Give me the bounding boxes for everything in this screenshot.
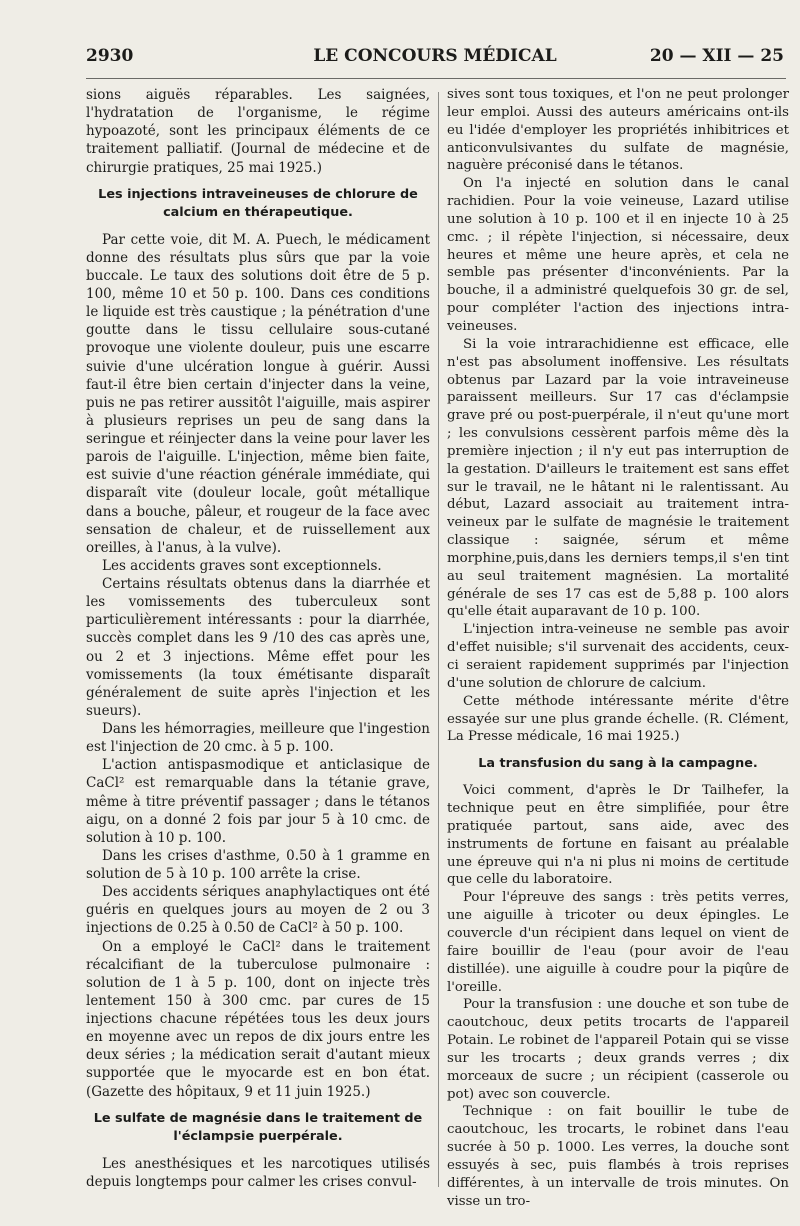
paragraph: Voici comment, d'après le Dr Tailhefer, la technique peut en être simplifiée, pour être pratiquée partout, sans aide, avec des instruments de fortune en faisant au préalable une épreuve qui n'a ni plus ni moins de certitude que celle du laboratoire.	[447, 783, 789, 888]
paragraph: Dans les hémorragies, meilleure que l'ingestion est l'injection de 20 cmc. à 5 p. 100.	[86, 721, 430, 756]
section-heading: Le sulfate de magnésie dans le traitement de l'éclampsie puerpérale.	[93, 1110, 423, 1144]
issue-date: 20 — XII — 25	[649, 46, 784, 66]
paragraph: Certains résultats obtenus dans la diarrhée et les vomissements des tuberculeux sont particulièrement intéressants : pour la diarrhée, succès complet dans les 9 /10 des cas après une, ou 2 et 3 injections. Même effet pour les vomissements (la toux émétisante disparaît généralement de suite après l'injection et les sueurs).	[86, 576, 430, 719]
paragraph: sives sont tous toxiques, et l'on ne peut prolonger leur emploi. Aussi des auteurs américains ont-ils eu l'idée d'employer les propriétés inhibitrices et anticonvulsivantes du sulfate de magnésie, naguère préconisé dans le tétanos.	[447, 87, 789, 174]
paragraph: Les anesthésiques et les narcotiques utilisés depuis longtemps pour calmer les crises convul-	[86, 1155, 430, 1190]
running-header	[86, 46, 784, 74]
paragraph: Pour l'épreuve des sangs : très petits verres, une aiguille à tricoter ou deux épingles. Le couvercle d'un récipient dans lequel on vient de faire bouillir de l'eau (pour avoir de l'eau distillée). une aiguille à coudre pour la piqûre de l'oreille.	[447, 890, 789, 995]
paragraph: Par cette voie, dit M. A. Puech, le médicament donne des résultats plus sûrs que par la voie buccale. Le taux des solutions doit être de 5 p. 100, même 10 et 50 p. 100. Dans ces conditions le liquide est très caustique ; la pénétration d'une goutte dans le tissu cellulaire sous-cutané provoque une violente douleur, puis une escarre suivie d'une ulcération longue à guérir. Aussi faut-il être bien certain d'injecter dans la veine, puis ne pas retirer aussitôt l'aiguille, mais aspirer à plusieurs reprises un peu de sang dans la seringue et réinjecter dans la veine pour laver les parois de l'aiguille. L'injection, même bien faite, est suivie d'une réaction générale immédiate, qui disparaît vite (douleur locale, goût métallique dans a bouche, pâleur, et rougeur de la face avec sensation de chaleur, et de ruissellement aux oreilles, à l'anus, à la vulve).	[86, 231, 430, 556]
paragraph: On l'a injecté en solution dans le canal rachidien. Pour la voie veineuse, Lazard utilise une solution à 10 p. 100 et il en injecte 10 à 25 cmc. ; il répète l'injection, si nécessaire, deux heures et même une heure après, et cela ne semble pas présenter d'inconvénients. Par la bouche, il a administré quelquefois 30 gr. de sel, pour compléter l'action des injections intra-veineuses.	[447, 176, 789, 334]
paragraph: L'action antispasmodique et anticlasique de CaCl² est remarquable dans la tétanie grave, même à titre préventif passager ; dans le tétanos aigu, on a donné 2 fois par jour 5 à 10 cmc. de solution à 10 p. 100.	[86, 757, 430, 846]
header-rule	[86, 78, 786, 79]
right-column	[447, 86, 789, 1210]
paragraph: sions aiguës réparables. Les saignées, l'hydratation de l'organisme, le régime hypoazoté, sont les principaux éléments de ce traitement palliatif. (Journal de médecine et de chirurgie pratiques, 25 mai 1925.)	[86, 87, 430, 176]
paragraph: Les accidents graves sont exceptionnels.	[102, 557, 382, 574]
column-divider	[438, 92, 439, 1187]
left-column	[86, 86, 430, 1191]
paragraph: Pour la transfusion : une douche et son tube de caoutchouc, deux petits trocarts de l'appareil Potain. Le robinet de l'appareil Potain qui se visse sur les trocarts ; deux grands verres ; dix morceaux de sucre ; un récipient (casserole ou pot) avec son couvercle.	[447, 997, 789, 1102]
paragraph: Dans les crises d'asthme, 0.50 à 1 gramme en solution de 5 à 10 p. 100 arrête la crise.	[86, 847, 430, 882]
section-heading: La transfusion du sang à la campagne.	[478, 756, 758, 772]
paragraph: Technique : on fait bouillir le tube de caoutchouc, les trocarts, le robinet dans l'eau sucrée à 50 p. 1000. Les verres, la douche sont essuyés à sec, puis flambés à trois reprises différentes, à un intervalle de trois minutes. On visse un tro-	[447, 1104, 789, 1209]
paragraph: L'injection intra-veineuse ne semble pas avoir d'effet nuisible; s'il survenait des accidents, ceux-ci seraient rapidement supprimés par l'injection d'une solution de chlorure de calcium.	[447, 622, 789, 691]
paragraph: Cette méthode intéressante mérite d'être essayée sur une plus grande échelle. (R. Clément, La Presse médicale, 16 mai 1925.)	[447, 693, 789, 745]
section-heading: Les injections intraveineuses de chlorure de calcium en thérapeutique.	[98, 186, 418, 220]
paragraph: On a employé le CaCl² dans le traitement récalcifiant de la tuberculose pulmonaire : solution de 1 à 5 p. 100, dont on injecte très lentement 150 à 300 cmc. par cures de 15 injections chacune répétées tous les deux jours en moyenne avec un repos de dix jours entre les deux séries ; la médication serait d'autant mieux supportée que le myocarde est en bon état. (Gazette des hôpitaux, 9 et 11 juin 1925.)	[86, 938, 430, 1100]
page-number: 2930	[86, 46, 134, 66]
journal-title: LE CONCOURS MÉDICAL	[313, 46, 557, 66]
paragraph: Si la voie intrarachidienne est efficace, elle n'est pas absolument inoffensive. Les résultats obtenus par Lazard par la voie intraveineuse paraissent meilleurs. Sur 17 cas d'éclampsie grave pré ou post-puerpérale, il n'eut qu'une mort ; les convulsions cessèrent parfois même dès la première injection ; il n'y eut pas interruption de la gestation. D'ailleurs le traitement est sans effet sur le travail, ne le hâtant ni le ralentissant. Au début, Lazard associait au traitement intra-veineux par le sulfate de magnésie le traitement classique : saignée, sérum et même morphine,puis,dans les derniers temps,il s'en tint au seul traitement magnésien. La mortalité générale de ses 17 cas est de 5,88 p. 100 alors qu'elle était auparavant de 10 p. 100.	[447, 336, 789, 620]
paragraph: Des accidents sériques anaphylactiques ont été guéris en quelques jours au moyen de 2 ou 3 injections de 0.25 à 0.50 de CaCl² à 50 p. 100.	[86, 884, 430, 937]
